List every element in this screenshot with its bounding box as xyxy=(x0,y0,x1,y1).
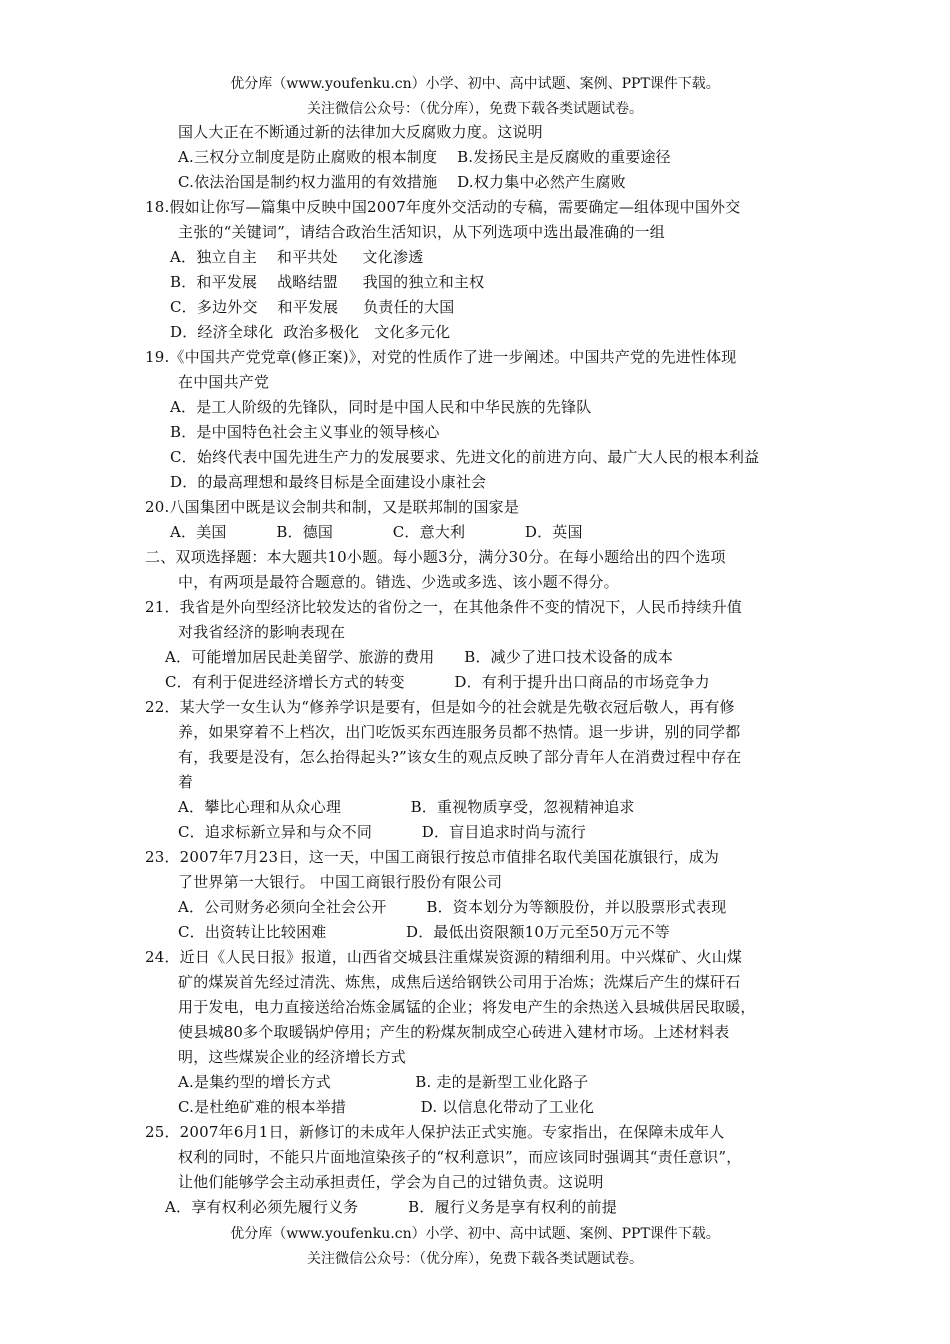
option-line: A.三权分立制度是防止腐败的根本制度 B.发扬民主是反腐败的重要途径 xyxy=(178,148,671,166)
text-line: 在中国共产党 xyxy=(178,373,270,391)
question-24: 24．近日《人民日报》报道，山西省交城县注重煤炭资源的精细利用。中兴煤矿、火山煤 xyxy=(145,948,743,966)
option-line: A．美国 B．德国 C．意大利 D．英国 xyxy=(170,523,583,541)
option-line: A．享有权利必须先履行义务 B．履行义务是享有权利的前提 xyxy=(165,1198,617,1216)
option-line: A．攀比心理和从众心理 B．重视物质享受，忽视精神追求 xyxy=(178,798,635,816)
text-line: 用于发电，电力直接送给冶炼金属锰的企业；将发电产生的余热送入县城供居民取暖， xyxy=(178,998,756,1016)
option-line: A.是集约型的增长方式 B. 走的是新型工业化路子 xyxy=(178,1073,589,1091)
question-19: 19.《中国共产党党章(修正案)》，对党的性质作了进一步阐述。中国共产党的先进性体现 xyxy=(145,348,737,366)
text-line: 明，这些煤炭企业的经济增长方式 xyxy=(178,1048,407,1066)
text-line: 使县城80多个取暖锅炉停用；产生的粉煤灰制成空心砖进入建材市场。上述材料表 xyxy=(178,1023,730,1041)
page-header-line2: 关注微信公众号：（优分库），免费下载各类试题试卷。 xyxy=(307,101,643,117)
question-25: 25．2007年6月1日，新修订的未成年人保护法正式实施。专家指出，在保障未成年人 xyxy=(145,1123,725,1141)
option-line: C.依法治国是制约权力滥用的有效措施 D.权力集中必然产生腐败 xyxy=(178,173,626,191)
page-header-line1: 优分库（www.youfenku.cn）小学、初中、高中试题、案例、PPT课件下载。 xyxy=(230,76,720,92)
option-line: A．可能增加居民赴美留学、旅游的费用 B．减少了进口技术设备的成本 xyxy=(165,648,674,666)
option-line: A．是工人阶级的先锋队，同时是中国人民和中华民族的先锋队 xyxy=(170,398,592,416)
text-line: 中，有两项是最符合题意的。错选、少选或多选、该小题不得分。 xyxy=(178,573,619,591)
page-footer-line2: 关注微信公众号：（优分库），免费下载各类试题试卷。 xyxy=(307,1251,643,1267)
option-line: B．和平发展 战略结盟 我国的独立和主权 xyxy=(170,273,485,291)
option-line: A．独立自主 和平共处 文化渗透 xyxy=(170,248,424,266)
section-heading: 二、双项选择题：本大题共10小题。每小题3分，满分30分。在每小题给出的四个选项 xyxy=(145,548,726,566)
question-18: 18.假如让你写—篇集中反映中国2007年度外交活动的专稿，需要确定—组体现中国外交 xyxy=(145,198,741,216)
text-line: 着 xyxy=(178,773,194,791)
option-line: A．公司财务必须向全社会公开 B．资本划分为等额股份，并以股票形式表现 xyxy=(178,898,727,916)
option-line: C.是杜绝矿难的根本举措 D. 以信息化带动了工业化 xyxy=(178,1098,595,1116)
question-21: 21．我省是外向型经济比较发达的省份之一，在其他条件不变的情况下，人民币持续升值 xyxy=(145,598,743,616)
question-20: 20.八国集团中既是议会制共和制，又是联邦制的国家是 xyxy=(145,498,520,516)
text-line: 养，如果穿着不上档次，出门吃饭买东西连服务员都不热情。退一步讲，别的同学都 xyxy=(178,723,741,741)
option-line: C．有利于促进经济增长方式的转变 D．有利于提升出口商品的市场竞争力 xyxy=(165,673,710,691)
text-line: 让他们能够学会主动承担责任，学会为自己的过错负责。这说明 xyxy=(178,1173,604,1191)
option-line: C．追求标新立异和与众不同 D．盲目追求时尚与流行 xyxy=(178,823,586,841)
option-line: C．多边外交 和平发展 负责任的大国 xyxy=(170,298,455,316)
text-line: 国人大正在不断通过新的法律加大反腐败力度。这说明 xyxy=(178,123,543,141)
text-line: 对我省经济的影响表现在 xyxy=(178,623,346,641)
option-line: C．始终代表中国先进生产力的发展要求、先进文化的前进方向、最广大人民的根本利益 xyxy=(170,448,760,466)
option-line: B．是中国特色社会主义事业的领导核心 xyxy=(170,423,440,441)
question-23: 23．2007年7月23日，这一天，中国工商银行按总市值排名取代美国花旗银行，成为 xyxy=(145,848,720,866)
text-line: 了世界第一大银行。 中国工商银行股份有限公司 xyxy=(178,873,503,891)
question-22: 22．某大学一女生认为“修养学识是要有，但是如今的社会就是先敬衣冠后敬人，再有修 xyxy=(145,698,735,716)
text-line: 矿的煤炭首先经过清洗、炼焦，成焦后送给钢铁公司用于冶炼；洗煤后产生的煤矸石 xyxy=(178,973,741,991)
text-line: 权利的同时，不能只片面地渲染孩子的“权利意识”，而应该同时强调其“责任意识”， xyxy=(178,1148,742,1166)
text-line: 有，我要是没有，怎么抬得起头?”该女生的观点反映了部分青年人在消费过程中存在 xyxy=(178,748,742,766)
page-footer-line1: 优分库（www.youfenku.cn）小学、初中、高中试题、案例、PPT课件下载。 xyxy=(230,1226,720,1242)
option-line: D．的最高理想和最终目标是全面建设小康社会 xyxy=(170,473,487,491)
option-line: D．经济全球化 政治多极化 文化多元化 xyxy=(170,323,451,341)
option-line: C．出资转让比较困难 D．最低出资限额10万元至50万元不等 xyxy=(178,923,670,941)
text-line: 主张的“关键词”，请结合政治生活知识，从下列选项中选出最准确的一组 xyxy=(178,223,665,241)
